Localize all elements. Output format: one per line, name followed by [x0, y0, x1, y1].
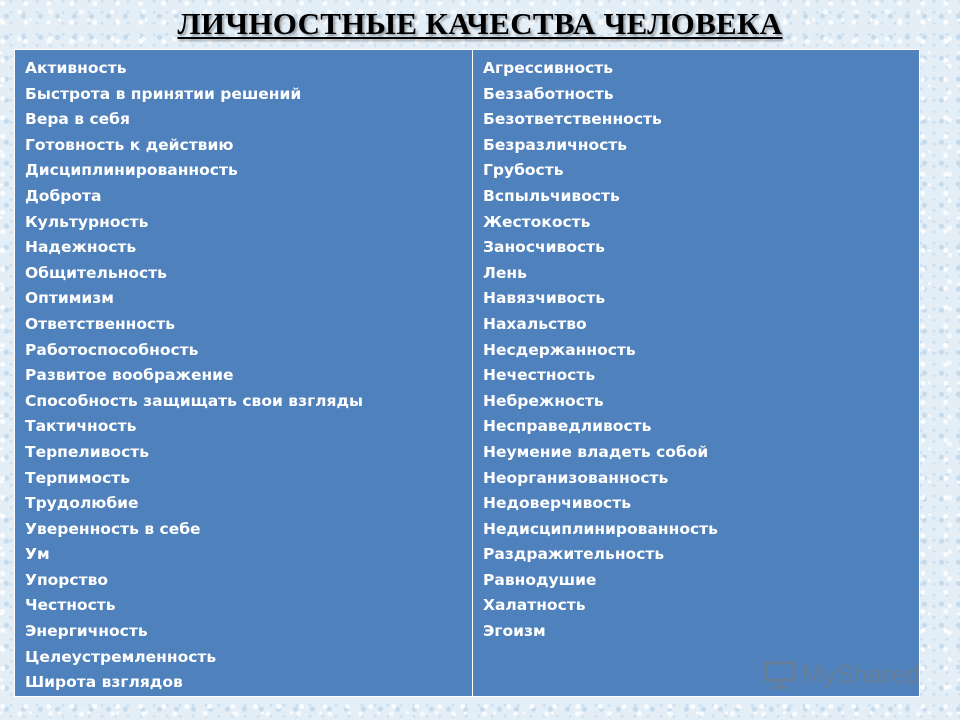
list-item: Ответственность	[25, 314, 175, 333]
list-item: Упорство	[25, 570, 109, 589]
list-item: Терпеливость	[25, 442, 150, 461]
list-item: Способность защищать свои взгляды	[25, 391, 364, 410]
list-item: Раздражительность	[483, 545, 665, 564]
list-item: Быстрота в принятии решений	[25, 84, 302, 103]
list-item: Тактичность	[25, 417, 137, 436]
list-item: Нахальство	[483, 314, 587, 333]
list-item: Несправедливость	[483, 417, 652, 436]
list-item: Халатность	[483, 596, 586, 615]
list-item: Недоверчивость	[483, 494, 631, 513]
list-item: Активность	[25, 59, 127, 77]
list-item: Уверенность в себе	[25, 519, 201, 538]
list-item: Небрежность	[483, 391, 604, 410]
list-item: Недисциплинированность	[483, 519, 718, 538]
negative-qualities-column	[473, 50, 919, 696]
negative-qualities-list	[483, 56, 909, 645]
list-item: Честность	[25, 596, 116, 615]
list-item: Лень	[483, 263, 527, 282]
presentation-board-icon	[763, 661, 797, 689]
list-item: Безразличность	[483, 135, 628, 154]
watermark	[763, 659, 921, 690]
list-item: Культурность	[25, 212, 149, 231]
qualities-table	[14, 49, 920, 697]
list-item: Трудолюбие	[25, 494, 139, 513]
list-item: Вера в себя	[25, 110, 130, 129]
list-item: Развитое воображение	[25, 366, 234, 385]
list-item: Вспыльчивость	[483, 186, 620, 205]
list-item: Доброта	[25, 186, 102, 205]
list-item: Безответственность	[483, 110, 662, 129]
list-item: Жестокость	[483, 212, 591, 231]
list-item: Навязчивость	[483, 289, 606, 308]
list-item: Беззаботность	[483, 84, 614, 103]
list-item: Целеустремленность	[25, 647, 217, 666]
list-item: Общительность	[25, 263, 167, 282]
list-item: Нечестность	[483, 366, 596, 385]
list-item: Надежность	[25, 238, 137, 257]
list-item: Эгоизм	[483, 622, 546, 641]
list-item: Грубость	[483, 161, 564, 180]
list-item: Широта взглядов	[25, 673, 183, 692]
list-item: Агрессивность	[483, 59, 614, 77]
list-item: Работоспособность	[25, 340, 199, 359]
positive-qualities-list	[25, 56, 462, 696]
page-title: ЛИЧНОСТНЫЕ КАЧЕСТВА ЧЕЛОВЕКА	[177, 6, 783, 41]
list-item: Терпимость	[25, 468, 131, 487]
list-item: Ум	[25, 545, 50, 564]
positive-qualities-column	[15, 50, 473, 696]
list-item: Энергичность	[25, 622, 148, 641]
list-item: Готовность к действию	[25, 135, 234, 154]
list-item: Несдержанность	[483, 340, 636, 359]
list-item: Дисциплинированность	[25, 161, 238, 180]
list-item: Равнодушие	[483, 570, 597, 589]
list-item: Неорганизованность	[483, 468, 669, 487]
list-item: Неумение владеть собой	[483, 442, 709, 461]
list-item: Оптимизм	[25, 289, 114, 308]
watermark-text: MyShared	[801, 659, 920, 689]
list-item: Заносчивость	[483, 238, 605, 257]
